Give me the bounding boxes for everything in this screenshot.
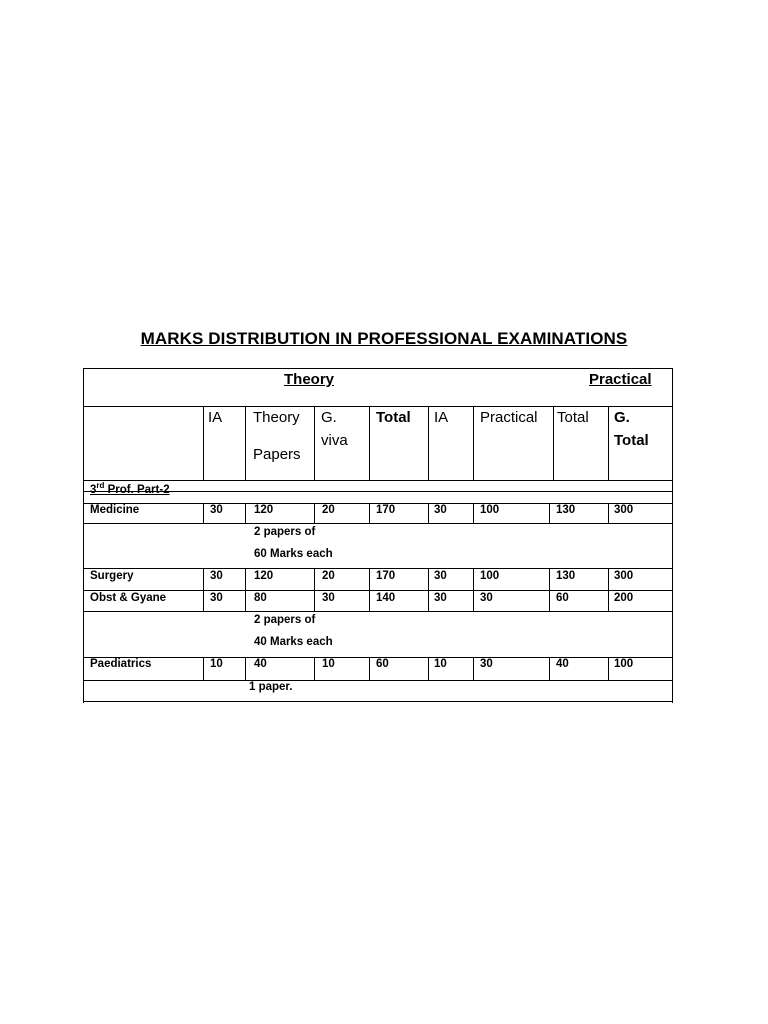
theory-papers-cell: 80 <box>254 592 267 604</box>
practical-cell: 30 <box>480 658 493 670</box>
theory-papers-cell: 40 <box>254 658 267 670</box>
practical-total-cell: 130 <box>556 570 576 582</box>
section-label: 3rd Prof. Part-2 <box>90 481 170 496</box>
practical-ia-cell: 30 <box>434 504 447 516</box>
theory-papers-header-line2: Papers <box>253 446 301 463</box>
note-medicine-line1: 2 papers of <box>254 526 316 538</box>
theory-papers-cell: 120 <box>254 504 274 516</box>
ia-column-header: IA <box>208 409 223 426</box>
subject-cell: Surgery <box>90 570 134 582</box>
ia-cell: 30 <box>210 592 223 604</box>
note-paediatrics: 1 paper. <box>249 681 293 693</box>
subject-cell: Paediatrics <box>90 658 152 670</box>
total-cell: 60 <box>376 658 389 670</box>
total-cell: 170 <box>376 504 396 516</box>
practical-ia-cell: 30 <box>434 592 447 604</box>
gtotal-cell: 300 <box>614 570 634 582</box>
note-obst-line2: 40 Marks each <box>254 636 333 648</box>
practical-ia-cell: 30 <box>434 570 447 582</box>
practical-ia-cell: 10 <box>434 658 447 670</box>
total-cell: 140 <box>376 592 396 604</box>
ia-cell: 30 <box>210 504 223 516</box>
practical-group-header: Practical <box>589 371 652 388</box>
theory-papers-cell: 120 <box>254 570 274 582</box>
practical-cell: 30 <box>480 592 493 604</box>
practical-ia-column-header: IA <box>434 409 449 426</box>
practical-cell: 100 <box>480 570 500 582</box>
theory-group-header: Theory <box>284 371 335 388</box>
gviva-cell: 30 <box>322 592 335 604</box>
practical-total-cell: 130 <box>556 504 576 516</box>
gtotal-cell: 100 <box>614 658 634 670</box>
note-medicine-line2: 60 Marks each <box>254 548 333 560</box>
gviva-header-line2: viva <box>321 432 348 449</box>
theory-papers-header-line1: Theory <box>253 409 300 426</box>
gtotal-cell: 200 <box>614 592 634 604</box>
marks-table <box>83 368 673 703</box>
gviva-cell: 10 <box>322 658 335 670</box>
total-column-header: Total <box>376 409 411 426</box>
gtotal-header-line1: G. <box>614 409 630 426</box>
ia-cell: 30 <box>210 570 223 582</box>
gtotal-cell: 300 <box>614 504 634 516</box>
subject-cell: Obst & Gyane <box>90 592 167 604</box>
practical-total-cell: 60 <box>556 592 569 604</box>
gtotal-header-line2: Total <box>614 432 649 449</box>
practical-total-cell: 40 <box>556 658 569 670</box>
practical-total-column-header: Total <box>557 409 589 426</box>
gviva-cell: 20 <box>322 570 335 582</box>
page-title: MARKS DISTRIBUTION IN PROFESSIONAL EXAMINATIONS <box>140 329 628 348</box>
ia-cell: 10 <box>210 658 223 670</box>
gviva-cell: 20 <box>322 504 335 516</box>
subject-cell: Medicine <box>90 504 140 516</box>
gviva-header-line1: G. <box>321 409 337 426</box>
practical-column-header: Practical <box>480 409 538 426</box>
practical-cell: 100 <box>480 504 500 516</box>
note-obst-line1: 2 papers of <box>254 614 316 626</box>
total-cell: 170 <box>376 570 396 582</box>
